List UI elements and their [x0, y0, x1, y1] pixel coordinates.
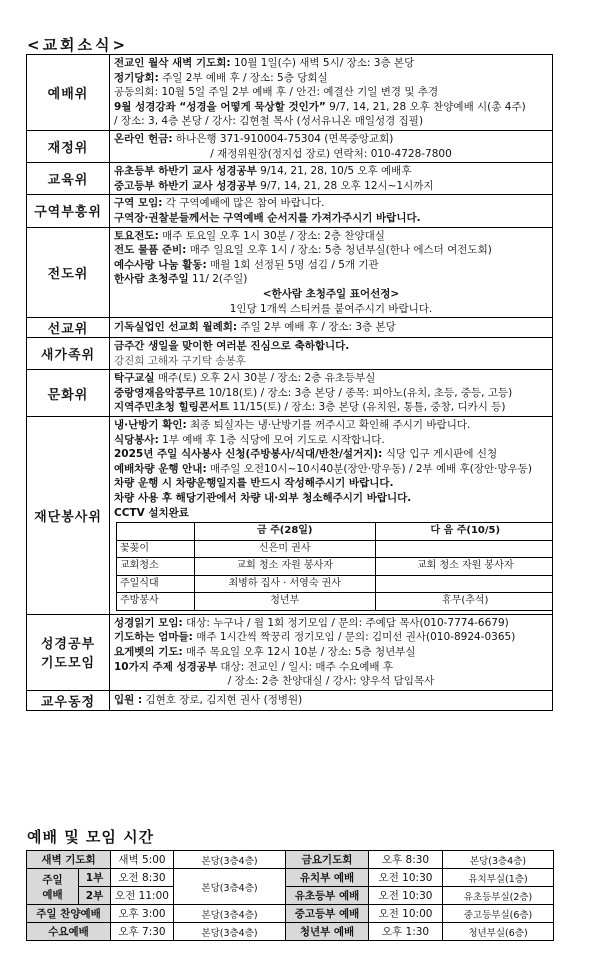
section-title-finance: 재정위: [27, 130, 110, 162]
line-label: 중고등부 하반기 교사 성경공부: [114, 179, 257, 192]
section-title-education: 교육위: [27, 163, 110, 195]
duty-next-week: 교회 청소 자원 봉사자: [375, 558, 553, 576]
line-label: 성경읽기 모임:: [114, 616, 183, 629]
section-title-mission: 선교위: [27, 318, 110, 338]
line-label: 탁구교실: [114, 372, 155, 385]
section-line: [114, 418, 548, 433]
line-label: 구역 모임:: [114, 197, 163, 210]
section-row-education: [27, 163, 553, 195]
section-line: [114, 85, 548, 100]
service-time: 새벽 5:00: [111, 851, 174, 869]
duty-label: 주일식대: [117, 575, 195, 593]
schedule-row: [27, 851, 554, 869]
line-text: 9/7, 14, 21, 28 오후 찬양예배 시(총 4주): [325, 100, 526, 113]
section-title-fellowship: 교우동정: [27, 690, 110, 710]
line-label: 9월 성경강좌 “성경을 어떻게 묵상할 것인가”: [114, 100, 326, 113]
line-text: 11/ 2(주일): [188, 273, 248, 286]
section-line: [114, 630, 548, 645]
section-title-worship: 예배위: [27, 55, 110, 131]
service-name-2: 유초등부 예배: [286, 887, 369, 905]
service-name-2: 청년부 예배: [286, 923, 369, 941]
line-label: 기도하는 엄마들:: [114, 631, 193, 644]
line-text: 매주 토요일 오후 1시 30분 / 장소: 2층 찬양대실: [158, 229, 385, 242]
duty-label: 주방봉사: [117, 593, 195, 611]
section-line: [114, 476, 548, 491]
duty-row: [117, 593, 553, 611]
section-line: [114, 56, 548, 71]
section-line: [114, 371, 548, 386]
service-place-2: 유치부실(1층): [443, 869, 554, 887]
line-label: 구역장·권찰분들께서는 구역예배 순서지를 가져가주시기 바랍니다.: [114, 211, 421, 224]
section-line: [114, 616, 548, 631]
service-name: 새벽 기도회: [27, 851, 111, 869]
section-line: [114, 114, 548, 129]
section-line: [114, 645, 548, 660]
section-line: [114, 71, 548, 86]
service-time-2: 오전 10:30: [369, 887, 443, 905]
news-header: <교회소식>: [27, 36, 129, 54]
service-place: 본당(3층4층): [174, 923, 286, 941]
section-body-finance: [110, 130, 553, 162]
line-text: / 장소: 3, 4층 본당 / 강사: 김현철 목사 (성서유니온 매일성경 집필): [114, 115, 424, 128]
service-place-2: 청년부실(6층): [443, 923, 554, 941]
line-label: 차량 운행 시 차량운행일지를 반드시 작성해주시기 바랍니다.: [114, 477, 394, 490]
section-line: [114, 211, 548, 226]
section-title-district: 구역부흥위: [27, 195, 110, 227]
line-label: 10가지 주제 성경공부: [114, 660, 218, 673]
section-line: [114, 400, 548, 415]
section-line: [114, 229, 548, 244]
line-text: 최종 퇴실자는 냉·난방기를 꺼주시고 확인해 주시기 바랍니다.: [186, 419, 471, 432]
line-text: 11/15(토) / 장소: 3층 본당 (유치원, 통틀, 중창, 디카시 등): [229, 401, 506, 414]
line-text: 공동의회: 10월 5일 주일 2부 예배 후 / 안건: 예결산 기일 변경 및 추경: [114, 86, 439, 99]
service-time-2: 오후 8:30: [369, 851, 443, 869]
section-title-newfamily: 새가족위: [27, 338, 110, 370]
line-label: 차량 사용 후 해당기관에서 차량 내·외부 청소해주시기 바랍니다.: [114, 492, 412, 505]
service-name-2: 유치부 예배: [286, 869, 369, 887]
section-line: [114, 196, 548, 211]
duty-row: [117, 540, 553, 558]
duty-table: [116, 522, 553, 611]
section-row-evangelism: [27, 227, 553, 318]
duty-this-week: 최병하 집사 · 서영숙 권사: [195, 575, 376, 593]
line-label: 토요전도:: [114, 229, 159, 242]
service-time: 오전 8:30: [111, 869, 174, 887]
line-label: 요게벳의 기도:: [114, 645, 183, 658]
line-text: 김현호 장로, 김지현 권사 (정병원): [142, 693, 303, 706]
section-line: [114, 693, 548, 708]
duty-row: [117, 558, 553, 576]
section-line: [114, 660, 548, 675]
section-body-newfamily: [110, 338, 553, 370]
section-line: [114, 674, 548, 689]
schedule-row: [27, 923, 554, 941]
line-text: 1인당 1개씩 스티커를 붙여주시기 바랍니다.: [229, 302, 433, 315]
line-text: 매주 1시간씩 짝꿍리 정기모임 / 문의: 김미선 권사(010-8924-0365): [192, 631, 516, 644]
section-body-evangelism: [110, 227, 553, 318]
service-name-2: 중고등부 예배: [286, 905, 369, 923]
section-title-service: 재단봉사위: [27, 417, 110, 615]
section-line: [114, 320, 548, 335]
section-line: [114, 272, 548, 287]
section-row-mission: [27, 318, 553, 338]
duty-this-week: 신은미 권사: [195, 540, 376, 558]
line-text: 매주 일요일 오후 1시 / 장소: 5층 청년부실(한나 에스더 여전도회): [186, 244, 492, 257]
section-body-bible: [110, 614, 553, 690]
duty-next-week: 휴무(추석): [375, 593, 553, 611]
line-text: 매주(토) 오후 2시 30분 / 장소: 2층 유초등부실: [154, 372, 376, 385]
line-text: 하나은행 371-910004-75304 (면목중앙교회): [172, 132, 394, 145]
line-text: 매월 1회 선정된 5명 섬김 / 5개 기관: [206, 258, 379, 271]
line-label: 전교인 월삭 새벽 기도회:: [114, 57, 231, 69]
duty-header: 금 주(28일): [195, 523, 376, 541]
section-row-district: [27, 195, 553, 227]
line-label: 예배차량 운행 안내:: [114, 462, 207, 475]
line-text: 주일 2부 예배 후 / 장소: 3층 본당: [237, 321, 396, 334]
service-place-2: 본당(3층4층): [443, 851, 554, 869]
service-name: 수요예배: [27, 923, 111, 941]
line-text: 주일 2부 예배 후 / 장소: 5층 당회실: [158, 71, 328, 84]
line-label: 기독실업인 선교회 월례회:: [114, 321, 238, 334]
line-text: / 재정위원장(정지섭 장로) 연락처: 010-4728-7800: [210, 147, 452, 160]
section-row-culture: [27, 370, 553, 417]
schedule-row: [27, 887, 554, 905]
section-line: [114, 386, 548, 401]
service-name: 주일 예배: [27, 869, 79, 905]
section-body-education: [110, 163, 553, 195]
section-body-fellowship: [110, 690, 553, 710]
section-line: [114, 147, 548, 162]
section-title-culture: 문화위: [27, 370, 110, 417]
duty-next-week: [375, 540, 553, 558]
service-part: 2부: [79, 887, 111, 905]
duty-label: 교회청소: [117, 558, 195, 576]
section-line: [114, 433, 548, 448]
duty-header-blank: [117, 523, 195, 541]
section-line: [114, 354, 548, 369]
line-label: 냉·난방기 확인:: [114, 419, 187, 432]
duty-this-week: 청년부: [195, 593, 376, 611]
section-row-worship: [27, 55, 553, 131]
section-line: [114, 462, 548, 477]
schedule-row: [27, 869, 554, 887]
schedule-table: [26, 850, 554, 941]
service-name: 주일 찬양예배: [27, 905, 111, 923]
section-line: [114, 258, 548, 273]
line-text: 각 구역예배에 많은 참여 바랍니다.: [162, 197, 325, 210]
schedule-title: 예배 및 모임 시간: [27, 828, 155, 846]
schedule-row: [27, 905, 554, 923]
line-text: 매주일 오전10시~10시40분(장안·망우동) / 2부 예배 후(장안·망우동): [206, 462, 532, 475]
line-label: 식당봉사:: [114, 433, 159, 446]
service-time: 오전 11:00: [111, 887, 174, 905]
service-place: 본당(3층4층): [174, 851, 286, 869]
line-label: 2025년 주일 식사봉사 신청(주방봉사/식대/반찬/설거지):: [114, 448, 383, 461]
line-label: <한사람 초청주일 표어선정>: [262, 287, 400, 300]
service-place-2: 유초등부실(2층): [443, 887, 554, 905]
service-time: 오후 3:00: [111, 905, 174, 923]
section-line: [114, 287, 548, 302]
line-text: 매주 목요일 오후 12시 10분 / 장소: 5층 청년부실: [182, 645, 416, 658]
service-time-2: 오전 10:00: [369, 905, 443, 923]
line-label: 지역주민초청 힐링콘서트: [114, 401, 230, 414]
line-label: 예수사랑 나눔 활동:: [114, 258, 207, 271]
duty-next-week: [375, 575, 553, 593]
line-label: 입원 :: [114, 693, 143, 706]
section-body-worship: [110, 55, 553, 131]
service-name-2: 금요기도회: [286, 851, 369, 869]
section-line: [114, 243, 548, 258]
section-title-evangelism: 전도위: [27, 227, 110, 318]
line-text: 1부 예배 후 1층 식당에 모여 기도로 시작합니다.: [158, 433, 385, 446]
service-place-2: 중고등부실(6층): [443, 905, 554, 923]
service-time-2: 오전 10:30: [369, 869, 443, 887]
service-part: 1부: [79, 869, 111, 887]
line-label: 온라인 헌금:: [114, 132, 173, 145]
line-label: 금주간 생일을 맞이한 여러분 진심으로 축하합니다.: [114, 340, 350, 353]
service-time-2: 오후 1:30: [369, 923, 443, 941]
line-label: CCTV 설치완료: [114, 506, 189, 519]
section-line: [114, 100, 548, 115]
section-body-mission: [110, 318, 553, 338]
line-text: 대상: 전교인 / 일시: 매주 수요예배 후: [217, 660, 394, 673]
section-title-bible: 성경공부 기도모임: [27, 614, 110, 690]
line-text: 식당 입구 게시판에 신청: [382, 448, 498, 461]
section-line: [114, 164, 548, 179]
service-place: 본당(3층4층): [174, 905, 286, 923]
section-row-bible: [27, 614, 553, 690]
line-label: 한사람 초청주일: [114, 273, 189, 286]
duty-this-week: 교회 청소 자원 봉사자: [195, 558, 376, 576]
section-row-fellowship: [27, 690, 553, 710]
section-line: [114, 447, 548, 462]
line-label: 정기당회:: [114, 71, 159, 84]
section-line: [114, 179, 548, 194]
section-line: [114, 302, 548, 317]
section-body-service: [110, 417, 553, 615]
section-line: [114, 506, 548, 521]
line-text: / 장소: 2층 찬양대실 / 강사: 양우석 담임목사: [227, 675, 435, 688]
duty-header-row: [117, 523, 553, 541]
line-text: 10/18(토) / 장소: 3층 본당 / 종목: 피아노(유치, 초등, 중등, 고등): [205, 386, 513, 399]
section-body-culture: [110, 370, 553, 417]
line-label: 전도 물품 준비:: [114, 244, 187, 257]
service-place: 본당(3층4층): [174, 869, 286, 905]
duty-label: 꽃꽂이: [117, 540, 195, 558]
service-time: 오후 7:30: [111, 923, 174, 941]
duty-header: 다 음 주(10/5): [375, 523, 553, 541]
line-label: 중랑영재음악콩쿠르: [114, 386, 206, 399]
section-row-service: [27, 417, 553, 615]
duty-row: [117, 575, 553, 593]
line-text: 강진희 고해자 구기탁 송봉후: [114, 354, 246, 367]
section-row-newfamily: [27, 338, 553, 370]
line-text: 9/14, 21, 28, 10/5 오후 예배후: [256, 165, 412, 178]
line-text: 대상: 누구나 / 월 1회 정기모임 / 문의: 주예담 목사(010-7774-6679): [182, 616, 509, 629]
line-text: 10월 1일(수) 새벽 5시/ 장소: 3층 본당: [230, 57, 415, 69]
line-text: 9/7, 14, 21, 28 오후 12시~1시까지: [256, 179, 434, 192]
section-row-finance: [27, 130, 553, 162]
section-line: [114, 339, 548, 354]
section-line: [114, 491, 548, 506]
section-body-district: [110, 195, 553, 227]
line-label: 유초등부 하반기 교사 성경공부: [114, 165, 257, 178]
church-news-table: [26, 54, 553, 711]
section-line: [114, 132, 548, 147]
